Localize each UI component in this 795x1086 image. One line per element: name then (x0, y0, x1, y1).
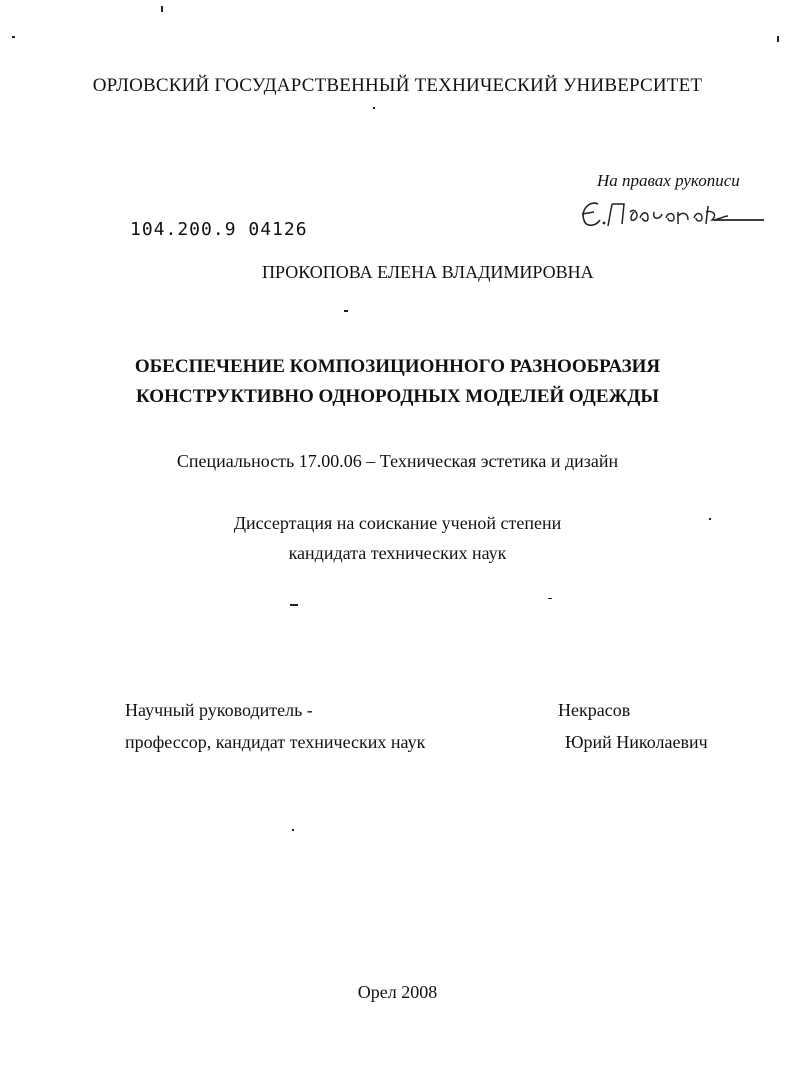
city-year: Орел 2008 (357, 982, 438, 1002)
dissertation-title-line-1: ОБЕСПЕЧЕНИЕ КОМПОЗИЦИОННОГО РАЗНООБРАЗИЯ (134, 356, 661, 377)
advisor-title: профессор, кандидат технических наук (125, 732, 426, 752)
scan-speck (709, 518, 711, 520)
scan-speck (12, 36, 15, 38)
scan-speck (161, 6, 163, 12)
advisor-first-names: Юрий Николаевич (565, 732, 708, 752)
rights-note: На правах рукописи (597, 171, 740, 190)
scan-speck (290, 604, 298, 606)
scan-speck (777, 36, 779, 42)
university-name: ОРЛОВСКИЙ ГОСУДАРСТВЕННЫЙ ТЕХНИЧЕСКИЙ УНИВЕРСИТЕТ (92, 75, 703, 96)
registration-number: 104.200.9 04126 (130, 219, 308, 240)
degree-line-2: кандидата технических наук (288, 543, 507, 563)
advisor-last-name: Некрасов (558, 700, 631, 720)
degree-line-1: Диссертация на соискание ученой степени (233, 513, 562, 533)
scan-speck (548, 598, 552, 599)
speciality: Специальность 17.00.06 – Техническая эстетика и дизайн (176, 451, 619, 471)
author-name: ПРОКОПОВА ЕЛЕНА ВЛАДИМИРОВНА (262, 262, 594, 282)
author-signature (578, 190, 768, 238)
scan-speck (292, 829, 294, 831)
dissertation-title-line-2: КОНСТРУКТИВНО ОДНОРОДНЫХ МОДЕЛЕЙ ОДЕЖДЫ (135, 386, 660, 407)
advisor-label: Научный руководитель - (125, 700, 313, 720)
scan-speck (344, 310, 348, 312)
scan-speck (373, 107, 375, 109)
